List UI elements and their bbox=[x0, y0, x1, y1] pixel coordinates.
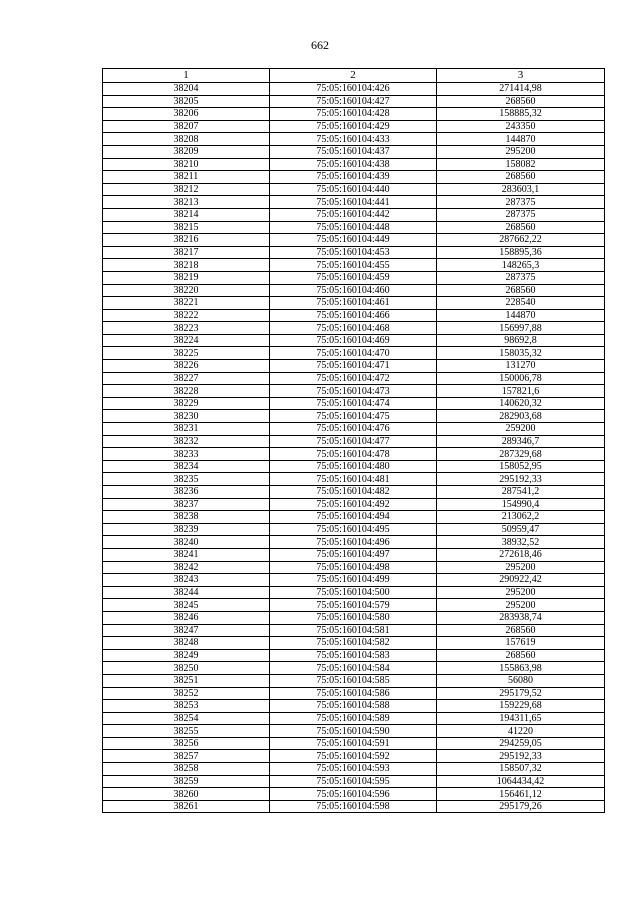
table-row bbox=[103, 498, 605, 511]
value-cell: 98692,8 bbox=[437, 334, 605, 347]
cadastral-number-cell: 75:05:160104:589 bbox=[270, 712, 437, 725]
cadastral-number-cell: 75:05:160104:468 bbox=[270, 322, 437, 335]
row-number-cell: 38234 bbox=[103, 460, 270, 473]
cadastral-number-cell: 75:05:160104:595 bbox=[270, 775, 437, 788]
column-header-1: 1 bbox=[103, 69, 270, 83]
table-row bbox=[103, 259, 605, 272]
cadastral-number-cell: 75:05:160104:460 bbox=[270, 284, 437, 297]
table-row bbox=[103, 448, 605, 461]
cadastral-number-cell: 75:05:160104:500 bbox=[270, 586, 437, 599]
table-row bbox=[103, 435, 605, 448]
table-row bbox=[103, 486, 605, 499]
cadastral-number-cell: 75:05:160104:496 bbox=[270, 536, 437, 549]
cadastral-number-cell: 75:05:160104:440 bbox=[270, 183, 437, 196]
table-row bbox=[103, 171, 605, 184]
cadastral-number-cell: 75:05:160104:426 bbox=[270, 83, 437, 96]
value-cell: 158507,32 bbox=[437, 763, 605, 776]
row-number-cell: 38227 bbox=[103, 372, 270, 385]
value-cell: 268560 bbox=[437, 624, 605, 637]
cadastral-number-cell: 75:05:160104:469 bbox=[270, 334, 437, 347]
table-row bbox=[103, 750, 605, 763]
table-row bbox=[103, 372, 605, 385]
table-row bbox=[103, 611, 605, 624]
table-row bbox=[103, 145, 605, 158]
value-cell: 150006,78 bbox=[437, 372, 605, 385]
value-cell: 287541,2 bbox=[437, 486, 605, 499]
table-row bbox=[103, 297, 605, 310]
table-row bbox=[103, 271, 605, 284]
row-number-cell: 38212 bbox=[103, 183, 270, 196]
table-row bbox=[103, 674, 605, 687]
row-number-cell: 38247 bbox=[103, 624, 270, 637]
cadastral-number-cell: 75:05:160104:579 bbox=[270, 599, 437, 612]
table-row bbox=[103, 120, 605, 133]
cadastral-number-cell: 75:05:160104:459 bbox=[270, 271, 437, 284]
row-number-cell: 38218 bbox=[103, 259, 270, 272]
value-cell: 295200 bbox=[437, 145, 605, 158]
row-number-cell: 38207 bbox=[103, 120, 270, 133]
table-header bbox=[103, 69, 605, 83]
table-row bbox=[103, 637, 605, 650]
table-row bbox=[103, 624, 605, 637]
value-cell: 295179,52 bbox=[437, 687, 605, 700]
row-number-cell: 38210 bbox=[103, 158, 270, 171]
cadastral-number-cell: 75:05:160104:598 bbox=[270, 800, 437, 813]
table-row bbox=[103, 334, 605, 347]
table-row bbox=[103, 700, 605, 713]
cadastral-number-cell: 75:05:160104:473 bbox=[270, 385, 437, 398]
row-number-cell: 38249 bbox=[103, 649, 270, 662]
row-number-cell: 38204 bbox=[103, 83, 270, 96]
cadastral-number-cell: 75:05:160104:480 bbox=[270, 460, 437, 473]
row-number-cell: 38209 bbox=[103, 145, 270, 158]
value-cell: 38932,52 bbox=[437, 536, 605, 549]
row-number-cell: 38253 bbox=[103, 700, 270, 713]
row-number-cell: 38237 bbox=[103, 498, 270, 511]
row-number-cell: 38225 bbox=[103, 347, 270, 360]
value-cell: 157821,6 bbox=[437, 385, 605, 398]
row-number-cell: 38244 bbox=[103, 586, 270, 599]
cadastral-number-cell: 75:05:160104:472 bbox=[270, 372, 437, 385]
table-row bbox=[103, 473, 605, 486]
table-row bbox=[103, 108, 605, 121]
value-cell: 290922,42 bbox=[437, 574, 605, 587]
row-number-cell: 38228 bbox=[103, 385, 270, 398]
cadastral-number-cell: 75:05:160104:588 bbox=[270, 700, 437, 713]
value-cell: 272618,46 bbox=[437, 548, 605, 561]
value-cell: 56080 bbox=[437, 674, 605, 687]
table-row bbox=[103, 284, 605, 297]
row-number-cell: 38216 bbox=[103, 234, 270, 247]
cadastral-number-cell: 75:05:160104:581 bbox=[270, 624, 437, 637]
cadastral-number-cell: 75:05:160104:482 bbox=[270, 486, 437, 499]
value-cell: 228540 bbox=[437, 297, 605, 310]
table-row bbox=[103, 385, 605, 398]
row-number-cell: 38221 bbox=[103, 297, 270, 310]
value-cell: 158082 bbox=[437, 158, 605, 171]
value-cell: 289346,7 bbox=[437, 435, 605, 448]
value-cell: 268560 bbox=[437, 221, 605, 234]
row-number-cell: 38243 bbox=[103, 574, 270, 587]
cadastral-number-cell: 75:05:160104:586 bbox=[270, 687, 437, 700]
value-cell: 140620,32 bbox=[437, 397, 605, 410]
value-cell: 194311,65 bbox=[437, 712, 605, 725]
value-cell: 268560 bbox=[437, 649, 605, 662]
table-row bbox=[103, 95, 605, 108]
table-row bbox=[103, 397, 605, 410]
value-cell: 158885,32 bbox=[437, 108, 605, 121]
value-cell: 156461,12 bbox=[437, 788, 605, 801]
table-row bbox=[103, 561, 605, 574]
value-cell: 287375 bbox=[437, 271, 605, 284]
table-row bbox=[103, 423, 605, 436]
value-cell: 287375 bbox=[437, 208, 605, 221]
cadastral-number-cell: 75:05:160104:497 bbox=[270, 548, 437, 561]
column-header-3: 3 bbox=[437, 69, 605, 83]
table-row bbox=[103, 548, 605, 561]
value-cell: 283603,1 bbox=[437, 183, 605, 196]
cadastral-number-cell: 75:05:160104:584 bbox=[270, 662, 437, 675]
cadastral-number-cell: 75:05:160104:499 bbox=[270, 574, 437, 587]
table-row bbox=[103, 586, 605, 599]
cadastral-number-cell: 75:05:160104:481 bbox=[270, 473, 437, 486]
value-cell: 268560 bbox=[437, 95, 605, 108]
value-cell: 158052,95 bbox=[437, 460, 605, 473]
value-cell: 295179,26 bbox=[437, 800, 605, 813]
row-number-cell: 38222 bbox=[103, 309, 270, 322]
table-row bbox=[103, 649, 605, 662]
row-number-cell: 38252 bbox=[103, 687, 270, 700]
cadastral-number-cell: 75:05:160104:495 bbox=[270, 523, 437, 536]
table-row bbox=[103, 196, 605, 209]
value-cell: 154990,4 bbox=[437, 498, 605, 511]
table-row bbox=[103, 523, 605, 536]
row-number-cell: 38238 bbox=[103, 511, 270, 524]
value-cell: 271414,98 bbox=[437, 83, 605, 96]
cadastral-number-cell: 75:05:160104:478 bbox=[270, 448, 437, 461]
table-row bbox=[103, 511, 605, 524]
table-row bbox=[103, 360, 605, 373]
row-number-cell: 38215 bbox=[103, 221, 270, 234]
cadastral-number-cell: 75:05:160104:474 bbox=[270, 397, 437, 410]
table-row bbox=[103, 662, 605, 675]
value-cell: 295192,33 bbox=[437, 750, 605, 763]
value-cell: 158895,36 bbox=[437, 246, 605, 259]
table-row bbox=[103, 800, 605, 813]
row-number-cell: 38206 bbox=[103, 108, 270, 121]
row-number-cell: 38223 bbox=[103, 322, 270, 335]
row-number-cell: 38214 bbox=[103, 208, 270, 221]
cadastral-number-cell: 75:05:160104:438 bbox=[270, 158, 437, 171]
cadastral-number-cell: 75:05:160104:441 bbox=[270, 196, 437, 209]
row-number-cell: 38251 bbox=[103, 674, 270, 687]
table-row bbox=[103, 725, 605, 738]
row-number-cell: 38224 bbox=[103, 334, 270, 347]
table-body bbox=[103, 83, 605, 813]
cadastral-number-cell: 75:05:160104:475 bbox=[270, 410, 437, 423]
value-cell: 1064434,42 bbox=[437, 775, 605, 788]
table-row bbox=[103, 410, 605, 423]
cadastral-number-cell: 75:05:160104:494 bbox=[270, 511, 437, 524]
table-row bbox=[103, 536, 605, 549]
value-cell: 158035,32 bbox=[437, 347, 605, 360]
cadastral-number-cell: 75:05:160104:476 bbox=[270, 423, 437, 436]
row-number-cell: 38211 bbox=[103, 171, 270, 184]
cadastral-number-cell: 75:05:160104:470 bbox=[270, 347, 437, 360]
cadastral-number-cell: 75:05:160104:583 bbox=[270, 649, 437, 662]
row-number-cell: 38246 bbox=[103, 611, 270, 624]
table-row bbox=[103, 309, 605, 322]
row-number-cell: 38236 bbox=[103, 486, 270, 499]
cadastral-number-cell: 75:05:160104:471 bbox=[270, 360, 437, 373]
cadastral-number-cell: 75:05:160104:429 bbox=[270, 120, 437, 133]
row-number-cell: 38240 bbox=[103, 536, 270, 549]
cadastral-number-cell: 75:05:160104:455 bbox=[270, 259, 437, 272]
cadastral-number-cell: 75:05:160104:591 bbox=[270, 737, 437, 750]
table-row bbox=[103, 599, 605, 612]
page-number: 662 bbox=[311, 38, 329, 52]
row-number-cell: 38250 bbox=[103, 662, 270, 675]
value-cell: 155863,98 bbox=[437, 662, 605, 675]
row-number-cell: 38208 bbox=[103, 133, 270, 146]
row-number-cell: 38239 bbox=[103, 523, 270, 536]
row-number-cell: 38217 bbox=[103, 246, 270, 259]
value-cell: 287375 bbox=[437, 196, 605, 209]
cadastral-number-cell: 75:05:160104:428 bbox=[270, 108, 437, 121]
cadastral-number-cell: 75:05:160104:585 bbox=[270, 674, 437, 687]
value-cell: 268560 bbox=[437, 171, 605, 184]
cadastral-number-cell: 75:05:160104:593 bbox=[270, 763, 437, 776]
table-row bbox=[103, 246, 605, 259]
value-cell: 294259,05 bbox=[437, 737, 605, 750]
cadastral-number-cell: 75:05:160104:580 bbox=[270, 611, 437, 624]
value-cell: 144870 bbox=[437, 309, 605, 322]
cadastral-number-cell: 75:05:160104:498 bbox=[270, 561, 437, 574]
cadastral-number-cell: 75:05:160104:461 bbox=[270, 297, 437, 310]
row-number-cell: 38254 bbox=[103, 712, 270, 725]
column-header-2: 2 bbox=[270, 69, 437, 83]
cadastral-number-cell: 75:05:160104:427 bbox=[270, 95, 437, 108]
value-cell: 156997,88 bbox=[437, 322, 605, 335]
cadastral-number-cell: 75:05:160104:442 bbox=[270, 208, 437, 221]
row-number-cell: 38241 bbox=[103, 548, 270, 561]
value-cell: 295200 bbox=[437, 586, 605, 599]
value-cell: 295200 bbox=[437, 561, 605, 574]
value-cell: 287329,68 bbox=[437, 448, 605, 461]
row-number-cell: 38256 bbox=[103, 737, 270, 750]
cadastral-number-cell: 75:05:160104:433 bbox=[270, 133, 437, 146]
cadastral-number-cell: 75:05:160104:453 bbox=[270, 246, 437, 259]
cadastral-number-cell: 75:05:160104:437 bbox=[270, 145, 437, 158]
row-number-cell: 38261 bbox=[103, 800, 270, 813]
cadastral-number-cell: 75:05:160104:449 bbox=[270, 234, 437, 247]
cadastral-number-cell: 75:05:160104:466 bbox=[270, 309, 437, 322]
row-number-cell: 38242 bbox=[103, 561, 270, 574]
value-cell: 148265,3 bbox=[437, 259, 605, 272]
table-row bbox=[103, 234, 605, 247]
table-row bbox=[103, 183, 605, 196]
cadastral-number-cell: 75:05:160104:590 bbox=[270, 725, 437, 738]
row-number-cell: 38248 bbox=[103, 637, 270, 650]
row-number-cell: 38226 bbox=[103, 360, 270, 373]
row-number-cell: 38258 bbox=[103, 763, 270, 776]
value-cell: 259200 bbox=[437, 423, 605, 436]
data-table bbox=[102, 68, 605, 813]
table-row bbox=[103, 133, 605, 146]
value-cell: 243350 bbox=[437, 120, 605, 133]
table-row bbox=[103, 322, 605, 335]
header-row bbox=[103, 69, 605, 83]
row-number-cell: 38232 bbox=[103, 435, 270, 448]
value-cell: 157619 bbox=[437, 637, 605, 650]
row-number-cell: 38257 bbox=[103, 750, 270, 763]
row-number-cell: 38235 bbox=[103, 473, 270, 486]
table-row bbox=[103, 208, 605, 221]
table-row bbox=[103, 221, 605, 234]
table-row bbox=[103, 763, 605, 776]
value-cell: 159229,68 bbox=[437, 700, 605, 713]
row-number-cell: 38255 bbox=[103, 725, 270, 738]
row-number-cell: 38229 bbox=[103, 397, 270, 410]
value-cell: 282903,68 bbox=[437, 410, 605, 423]
cadastral-number-cell: 75:05:160104:439 bbox=[270, 171, 437, 184]
value-cell: 268560 bbox=[437, 284, 605, 297]
table-row bbox=[103, 788, 605, 801]
row-number-cell: 38259 bbox=[103, 775, 270, 788]
value-cell: 131270 bbox=[437, 360, 605, 373]
row-number-cell: 38260 bbox=[103, 788, 270, 801]
value-cell: 295192,33 bbox=[437, 473, 605, 486]
table-row bbox=[103, 83, 605, 96]
value-cell: 295200 bbox=[437, 599, 605, 612]
table-row bbox=[103, 687, 605, 700]
table-row bbox=[103, 712, 605, 725]
row-number-cell: 38245 bbox=[103, 599, 270, 612]
cadastral-number-cell: 75:05:160104:596 bbox=[270, 788, 437, 801]
value-cell: 213062,2 bbox=[437, 511, 605, 524]
row-number-cell: 38233 bbox=[103, 448, 270, 461]
cadastral-number-cell: 75:05:160104:582 bbox=[270, 637, 437, 650]
cadastral-number-cell: 75:05:160104:492 bbox=[270, 498, 437, 511]
table-row bbox=[103, 775, 605, 788]
row-number-cell: 38231 bbox=[103, 423, 270, 436]
row-number-cell: 38205 bbox=[103, 95, 270, 108]
value-cell: 50959,47 bbox=[437, 523, 605, 536]
table-row bbox=[103, 347, 605, 360]
row-number-cell: 38220 bbox=[103, 284, 270, 297]
table-row bbox=[103, 158, 605, 171]
value-cell: 144870 bbox=[437, 133, 605, 146]
row-number-cell: 38213 bbox=[103, 196, 270, 209]
row-number-cell: 38219 bbox=[103, 271, 270, 284]
value-cell: 41220 bbox=[437, 725, 605, 738]
value-cell: 283938,74 bbox=[437, 611, 605, 624]
table-row bbox=[103, 737, 605, 750]
cadastral-number-cell: 75:05:160104:592 bbox=[270, 750, 437, 763]
cadastral-number-cell: 75:05:160104:477 bbox=[270, 435, 437, 448]
table-row bbox=[103, 460, 605, 473]
cadastral-number-cell: 75:05:160104:448 bbox=[270, 221, 437, 234]
table-row bbox=[103, 574, 605, 587]
row-number-cell: 38230 bbox=[103, 410, 270, 423]
value-cell: 287662,22 bbox=[437, 234, 605, 247]
